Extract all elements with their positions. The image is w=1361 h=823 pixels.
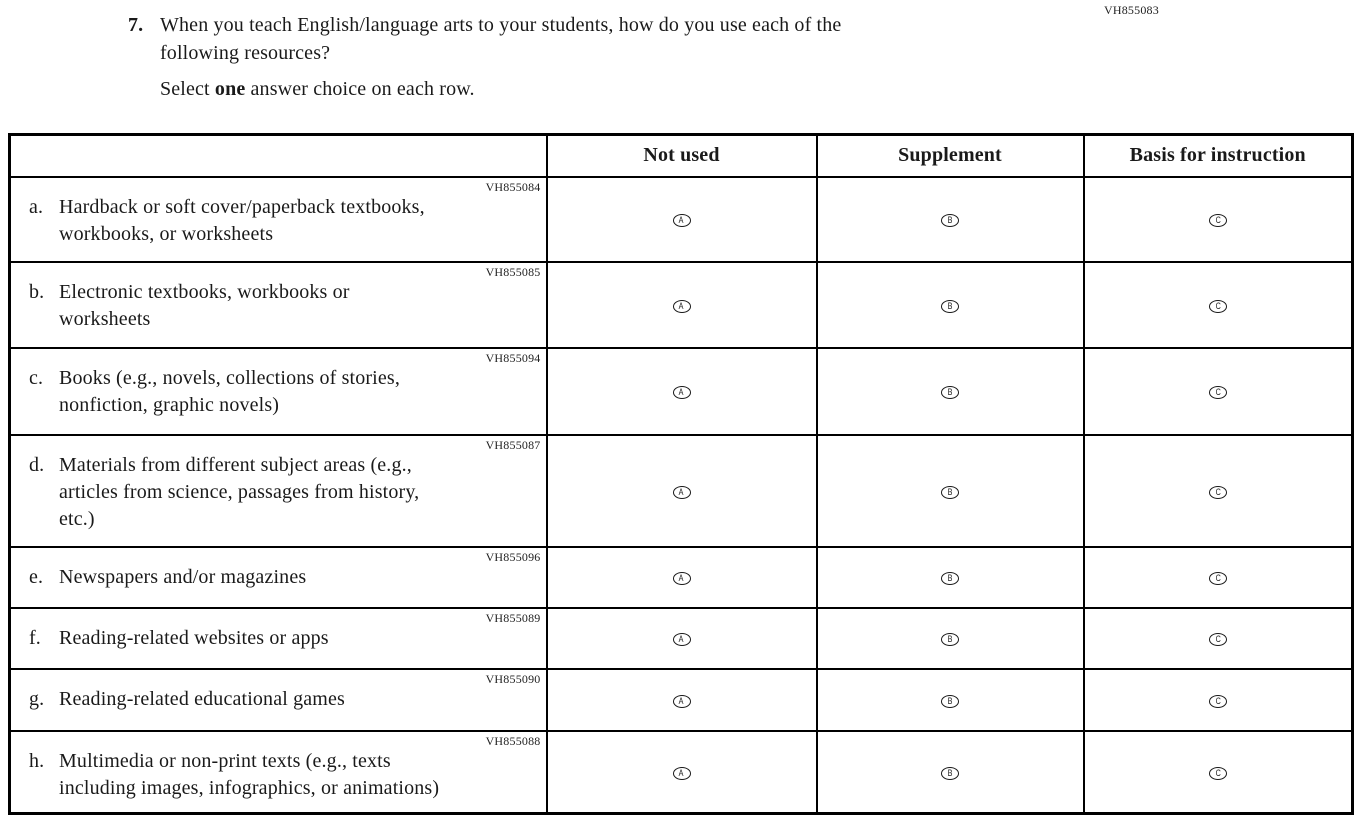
answer-bubble-c[interactable]: C (1209, 572, 1227, 585)
answer-cell-basis (1084, 669, 1353, 731)
item-letter: g. (29, 687, 45, 710)
answer-cell-basis (1084, 177, 1353, 262)
column-header-basis-for-instruction: Basis for instruction (1084, 135, 1353, 177)
answer-bubble-c[interactable]: C (1209, 214, 1227, 227)
answer-bubble-c[interactable]: C (1209, 300, 1227, 313)
answer-bubble-a[interactable]: A (673, 695, 691, 708)
question-block (128, 11, 1028, 67)
item-letter: h. (29, 749, 45, 772)
item-letter: e. (29, 565, 44, 588)
answer-cell-not-used (547, 262, 817, 348)
answer-bubble-c[interactable]: C (1209, 486, 1227, 499)
item-letter: a. (29, 195, 44, 218)
item-text: c. Books (e.g., novels, collections of stories, nonfiction, graphic novels) (29, 366, 400, 416)
item-letter: d. (29, 453, 45, 476)
item-text: e. Newspapers and/or magazines (11, 564, 546, 596)
item-text: g. Reading-related educational games (11, 686, 546, 718)
answer-bubble-b[interactable]: B (941, 633, 959, 646)
item-cell (10, 731, 547, 814)
row-code: VH855087 (485, 437, 541, 452)
item-cell (10, 608, 547, 669)
answer-cell-supplement (817, 262, 1084, 348)
row-code: VH855089 (485, 610, 541, 625)
answer-bubble-b[interactable]: B (941, 572, 959, 585)
table-row-b (10, 262, 1353, 348)
table-row-a (10, 177, 1353, 262)
table-row-f (10, 608, 1353, 669)
answer-cell-not-used (547, 177, 817, 262)
answer-cell-basis (1084, 608, 1353, 669)
answer-cell-supplement (817, 348, 1084, 435)
column-header-not-used: Not used (547, 135, 817, 177)
answer-bubble-a[interactable]: A (673, 767, 691, 780)
item-cell (10, 348, 547, 435)
answer-cell-basis (1084, 348, 1353, 435)
table-row-c (10, 348, 1353, 435)
row-code: VH855094 (485, 350, 541, 365)
item-letter: f. (29, 626, 41, 649)
row-code: VH855085 (485, 264, 541, 279)
answer-cell-basis (1084, 262, 1353, 348)
item-letter: b. (29, 280, 45, 303)
table-row-h (10, 731, 1353, 814)
item-text: a. Hardback or soft cover/paperback textbooks, workbooks, or worksheets (29, 195, 425, 245)
answer-cell-not-used (547, 348, 817, 435)
answer-bubble-b[interactable]: B (941, 695, 959, 708)
answer-bubble-a[interactable]: A (673, 386, 691, 399)
answer-cell-basis (1084, 547, 1353, 608)
question-text-line: following resources? (160, 42, 331, 64)
answer-cell-not-used (547, 435, 817, 547)
item-letter: c. (29, 366, 44, 389)
row-code: VH855088 (485, 733, 541, 748)
answer-bubble-c[interactable]: C (1209, 767, 1227, 780)
answer-cell-supplement (817, 608, 1084, 669)
answer-cell-not-used (547, 731, 817, 814)
row-code: VH855096 (485, 549, 541, 564)
item-cell (10, 435, 547, 547)
answer-cell-basis (1084, 435, 1353, 547)
row-code: VH855084 (485, 179, 541, 194)
item-text: b. Electronic textbooks, workbooks or worksheets (29, 280, 350, 330)
answer-cell-supplement (817, 177, 1084, 262)
answer-cell-basis (1084, 731, 1353, 814)
answer-bubble-a[interactable]: A (673, 300, 691, 313)
header-row (10, 135, 1353, 177)
row-code: VH855090 (485, 671, 541, 686)
answer-bubble-b[interactable]: B (941, 767, 959, 780)
header-empty-cell (10, 135, 547, 177)
answer-bubble-c[interactable]: C (1209, 633, 1227, 646)
instruction-text: Select one answer choice on each row. (160, 78, 475, 100)
item-text: d. Materials from different subject areas (e.g., articles from science, passages from history, etc.) (29, 453, 420, 530)
instruction-bold-word: one (214, 78, 246, 100)
item-text: f. Reading-related websites or apps (11, 625, 546, 657)
answer-cell-not-used (547, 547, 817, 608)
item-cell (10, 547, 547, 608)
answer-cell-supplement (817, 547, 1084, 608)
table-row-g (10, 669, 1353, 731)
answer-bubble-b[interactable]: B (941, 214, 959, 227)
answer-bubble-b[interactable]: B (941, 300, 959, 313)
table-row-e (10, 547, 1353, 608)
item-cell (10, 177, 547, 262)
answer-bubble-a[interactable]: A (673, 572, 691, 585)
answer-cell-not-used (547, 608, 817, 669)
answer-cell-supplement (817, 435, 1084, 547)
item-cell (10, 262, 547, 348)
answer-bubble-b[interactable]: B (941, 486, 959, 499)
column-header-supplement: Supplement (817, 135, 1084, 177)
table-row-d (10, 435, 1353, 547)
item-text: h. Multimedia or non-print texts (e.g., texts including images, infographics, or animations) (29, 749, 440, 799)
response-matrix-table (8, 133, 1354, 815)
answer-cell-supplement (817, 731, 1084, 814)
question-number: 7. (128, 14, 144, 36)
answer-bubble-c[interactable]: C (1209, 386, 1227, 399)
answer-bubble-a[interactable]: A (673, 633, 691, 646)
answer-bubble-c[interactable]: C (1209, 695, 1227, 708)
answer-cell-supplement (817, 669, 1084, 731)
answer-bubble-b[interactable]: B (941, 386, 959, 399)
question-text-line: When you teach English/language arts to your students, how do you use each of the (160, 14, 842, 36)
answer-bubble-a[interactable]: A (673, 214, 691, 227)
document-accession-code: VH855083 (1104, 3, 1159, 17)
answer-bubble-a[interactable]: A (673, 486, 691, 499)
answer-cell-not-used (547, 669, 817, 731)
item-cell (10, 669, 547, 731)
